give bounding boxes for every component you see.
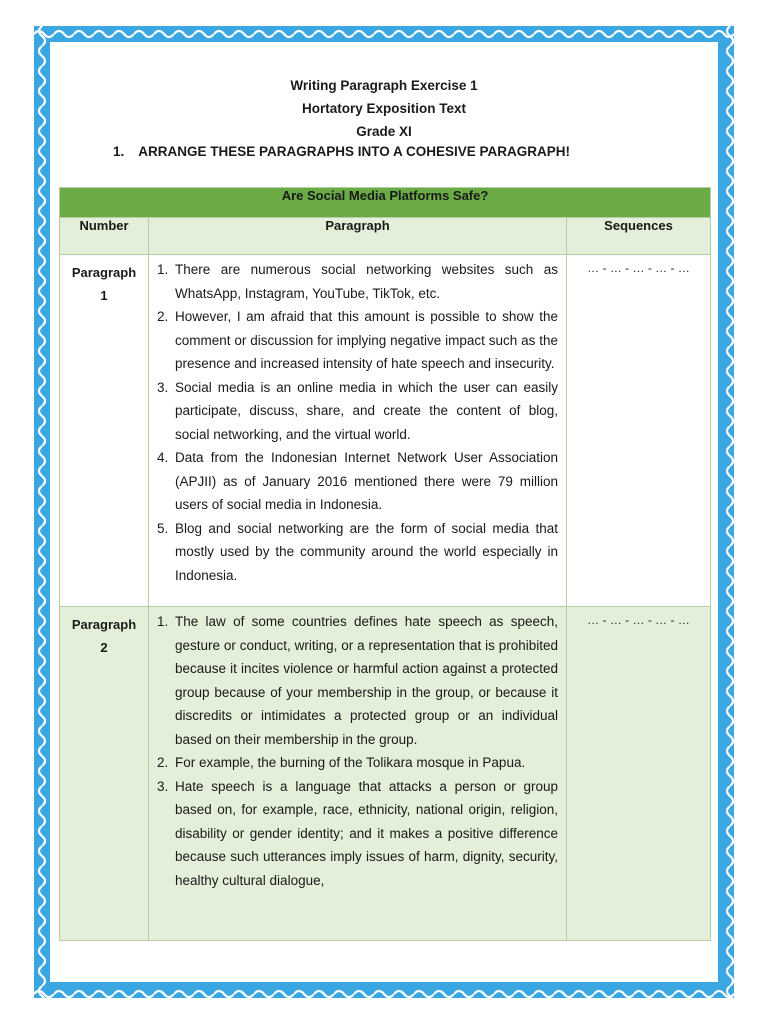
list-item	[155, 376, 558, 447]
item-text: There are numerous social networking websites such as WhatsApp, Instagram, YouTube, TikTok, etc.	[175, 262, 558, 301]
item-number: 4.	[157, 450, 169, 465]
item-text: Data from the Indonesian Internet Network User Association (APJII) as of January 2016 mentioned there were 79 million users of social media in Indonesia.	[175, 450, 558, 512]
instruction-text: ARRANGE THESE PARAGRAPHS INTO A COHESIVE PARAGRAPH!	[138, 144, 571, 159]
table-title-row	[60, 188, 711, 218]
paragraph-label: Paragraph	[71, 265, 137, 280]
paragraph-cell	[149, 255, 567, 607]
item-number: 3.	[157, 379, 169, 395]
item-number: 2.	[157, 309, 169, 324]
exercise-title: Writing Paragraph Exercise 1	[290, 78, 478, 93]
item-number: 3.	[157, 778, 169, 794]
list-item	[155, 610, 558, 751]
item-number: 2.	[157, 755, 169, 770]
list-item	[155, 258, 558, 305]
paragraph-number-cell	[60, 607, 149, 941]
item-text: Hate speech is a language that attacks a person or group based on, for example, race, ethnicity, national origin, religion, disability or gender identity; and it makes a positive difference because such utterances imply issues of harm, dignity, security, healthy cultural dialogue,	[175, 778, 558, 888]
instruction-number: 1.	[113, 144, 125, 159]
item-number: 5.	[157, 520, 169, 536]
sequence-answer-cell[interactable]: … - … - … - … - …	[567, 607, 711, 941]
table-header-row	[60, 218, 711, 255]
instruction	[113, 144, 570, 159]
list-item	[155, 751, 558, 775]
document-header	[0, 74, 768, 143]
exercise-table	[59, 187, 711, 941]
sequence-answer-cell[interactable]: … - … - … - … - …	[567, 255, 711, 607]
item-text: For example, the burning of the Tolikara mosque in Papua.	[175, 755, 526, 770]
item-number: 1.	[157, 262, 169, 277]
item-text: However, I am afraid that this amount is possible to show the comment or discussion for implying negative impact such as the presence and increased intensity of hate speech and insecurity.	[175, 309, 558, 371]
list-item	[155, 517, 558, 588]
grade-title: Grade XI	[356, 124, 412, 139]
paragraph-number: 2	[100, 640, 108, 655]
list-item	[155, 775, 558, 893]
paragraph-number-cell	[60, 255, 149, 607]
table-row	[60, 255, 711, 607]
paragraph-label: Paragraph	[71, 617, 137, 632]
column-header-number: Number	[60, 218, 149, 255]
item-number: 1.	[157, 614, 169, 629]
list-item	[155, 305, 558, 376]
sentence-list	[155, 610, 558, 892]
paragraph-cell	[149, 607, 567, 941]
item-text: Blog and social networking are the form of social media that mostly used by the community around the world especially in Indonesia.	[175, 520, 558, 583]
paragraph-number: 1	[100, 288, 108, 303]
table-row	[60, 607, 711, 941]
text-type-title: Hortatory Exposition Text	[301, 101, 467, 116]
column-header-paragraph: Paragraph	[149, 218, 567, 255]
item-text: Social media is an online media in which the user can easily participate, discuss, share, and create the content of blog, social networking, and the virtual world.	[175, 379, 558, 442]
sentence-list	[155, 258, 558, 587]
list-item	[155, 446, 558, 517]
column-header-sequences: Sequences	[567, 218, 711, 255]
table-title: Are Social Media Platforms Safe?	[60, 188, 711, 218]
item-text: The law of some countries defines hate speech as speech, gesture or conduct, writing, or a representation that is prohibited because it incites violence or harmful action against a protected group because of your membership in the group, or because it discredits or intimidates a protected group or an individual based on their membership in the group.	[175, 614, 558, 747]
